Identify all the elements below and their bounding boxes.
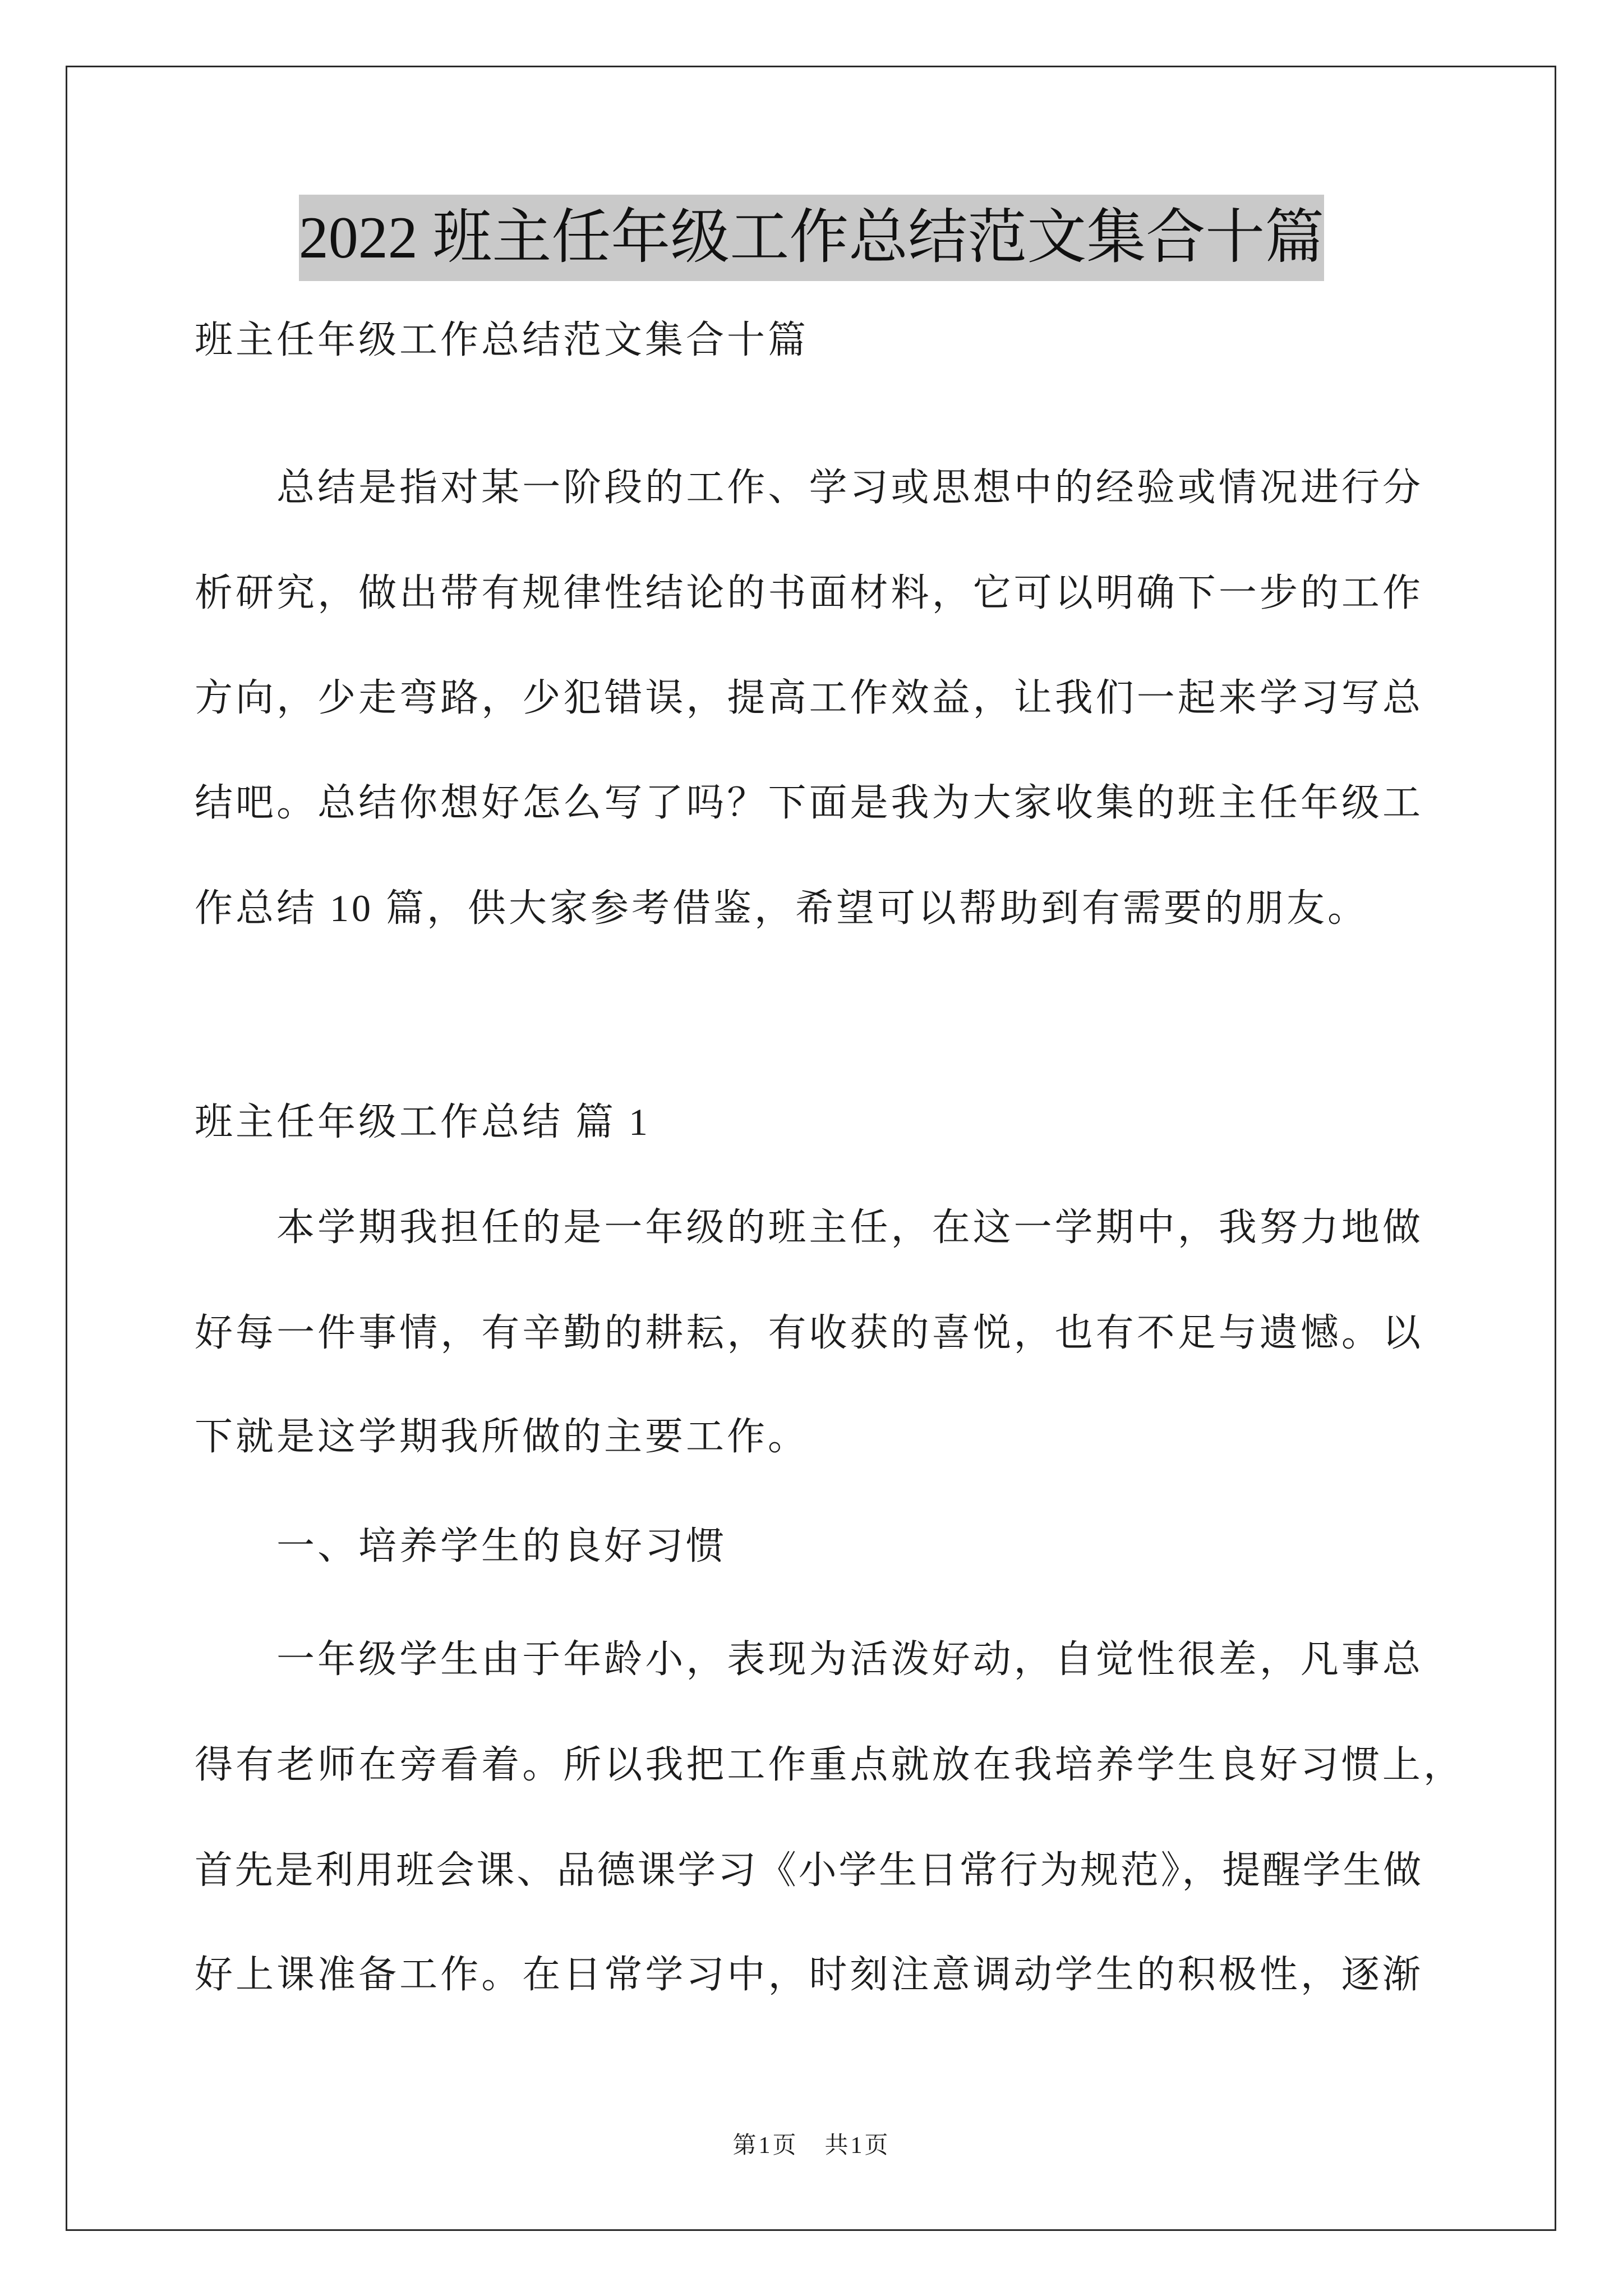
subsection-heading: 一、培养学生的良好习惯 — [276, 1525, 727, 1567]
intro-paragraph-line: 作总结 10 篇，供大家参考借鉴，希望可以帮助到有需要的朋友。 — [195, 887, 1369, 930]
page-number-total: 共1页 — [824, 2133, 891, 2159]
paragraph-line: 本学期我担任的是一年级的班主任，在这一学期中，我努力地做 — [276, 1206, 1423, 1249]
document-title-row — [0, 195, 1623, 281]
section-heading: 班主任年级工作总结 篇 1 — [195, 1101, 651, 1143]
page-number-current: 第1页 — [732, 2133, 799, 2159]
intro-paragraph-line: 方向，少走弯路，少犯错误，提高工作效益，让我们一起来学习写总 — [195, 677, 1423, 719]
paragraph-line: 首先是利用班会课、品德课学习《小学生日常行为规范》，提醒学生做 — [195, 1849, 1423, 1892]
page-footer — [0, 2132, 1623, 2160]
intro-paragraph-line: 析研究，做出带有规律性结论的书面材料，它可以明确下一步的工作 — [195, 572, 1423, 614]
intro-paragraph-line: 总结是指对某一阶段的工作、学习或思想中的经验或情况进行分 — [276, 466, 1423, 509]
paragraph-line: 一年级学生由于年龄小，表现为活泼好动，自觉性很差，凡事总 — [276, 1638, 1423, 1681]
document-title: 2022 班主任年级工作总结范文集合十篇 — [299, 195, 1325, 281]
paragraph-line: 好上课准备工作。在日常学习中，时刻注意调动学生的积极性，逐渐 — [195, 1953, 1423, 1996]
paragraph-line: 得有老师在旁看着。所以我把工作重点就放在我培养学生良好习惯上， — [195, 1743, 1464, 1786]
intro-paragraph-line: 结吧。总结你想好怎么写了吗？下面是我为大家收集的班主任年级工 — [195, 781, 1423, 824]
paragraph-line: 下就是这学期我所做的主要工作。 — [195, 1415, 809, 1458]
paragraph-line: 好每一件事情，有辛勤的耕耘，有收获的喜悦，也有不足与遗憾。以 — [195, 1312, 1423, 1354]
lead-line: 班主任年级工作总结范文集合十篇 — [195, 319, 809, 361]
